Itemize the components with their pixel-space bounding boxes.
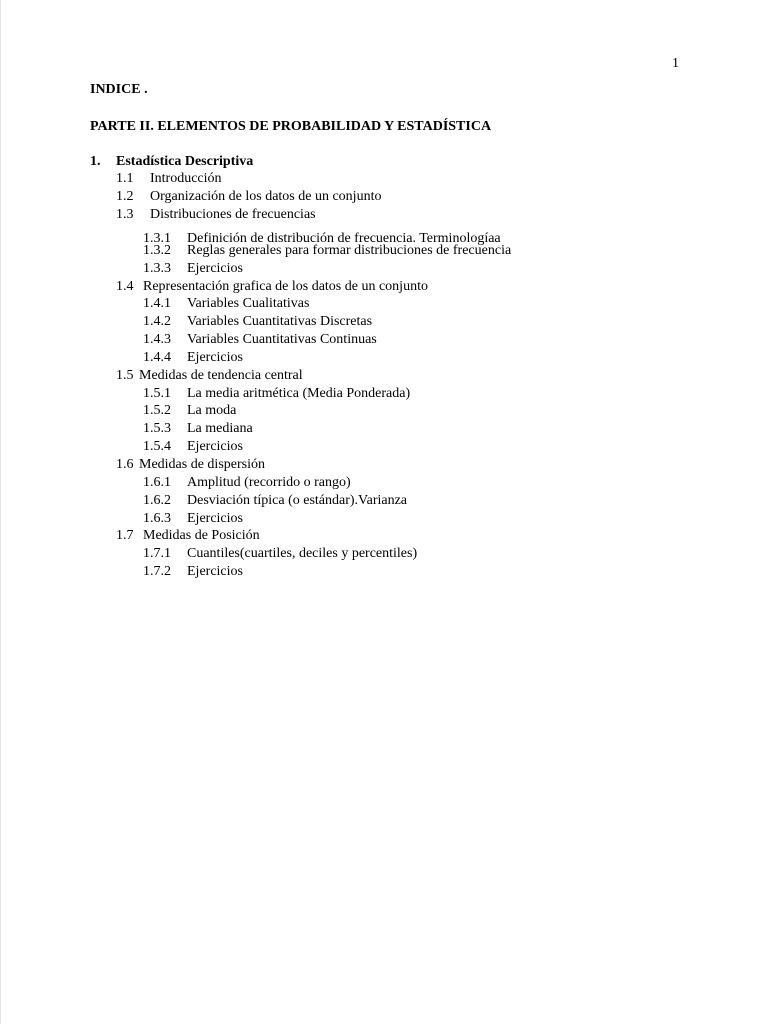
toc-entry-number: 1.6.2: [143, 493, 171, 508]
toc-entry-number: 1.2: [116, 189, 134, 204]
toc-entry-number: 1.5.4: [143, 439, 171, 454]
toc-entry-number: 1.3: [116, 207, 134, 222]
toc-entry-text: Variables Cuantitativas Discretas: [187, 314, 373, 329]
toc-entry-text: La mediana: [187, 421, 253, 436]
toc-entry-text: Representación grafica de los datos de un conjunto: [143, 279, 428, 294]
page-number: 1: [672, 56, 679, 71]
toc-entry-number: 1.1: [116, 171, 134, 186]
toc-entry-number: 1.4.2: [143, 314, 171, 329]
toc-entry-text: Desviación típica (o estándar).Varianza: [187, 493, 408, 508]
chapter-title: Estadística Descriptiva: [116, 154, 254, 169]
toc-entry-text: La moda: [187, 403, 237, 418]
toc-entry-text: Cuantiles(cuartiles, deciles y percentiles): [187, 546, 418, 561]
toc-entry-text: Introducción: [150, 171, 222, 186]
toc-entry-number: 1.7: [116, 528, 134, 543]
part-title: PARTE II. ELEMENTOS DE PROBABILIDAD Y ESTADÍSTICA: [90, 119, 492, 134]
toc-entry-text: La media aritmética (Media Ponderada): [187, 386, 411, 401]
toc-entry-number: 1.4: [116, 279, 134, 294]
toc-entry-number: 1.5.3: [143, 421, 171, 436]
toc-entry-text: Reglas generales para formar distribuciones de frecuencia: [187, 243, 512, 258]
toc-entry-number: 1.5: [116, 368, 134, 383]
toc-entry-text: Distribuciones de frecuencias: [150, 207, 316, 222]
toc-entry-number: 1.4.1: [143, 296, 171, 311]
toc-entry-number: 1.3.2: [143, 243, 171, 258]
chapter-number: 1.: [90, 154, 101, 169]
toc-entry-number: 1.3.3: [143, 261, 171, 276]
toc-entry-number: 1.5.1: [143, 386, 171, 401]
toc-entry-text: Ejercicios: [187, 350, 243, 365]
toc-entry-text: Variables Cuantitativas Continuas: [187, 332, 377, 347]
toc-entry-text: Organización de los datos de un conjunto: [150, 189, 382, 204]
toc-entry-number: 1.6.1: [143, 475, 171, 490]
toc-entry-text: Definición de distribución de frecuencia. Terminologíaa: [187, 231, 501, 246]
index-title: INDICE .: [90, 82, 148, 97]
toc-entry-text: Medidas de Posición: [143, 528, 260, 543]
toc-entry-text: Medidas de dispersión: [139, 457, 265, 472]
toc-entry-text: Medidas de tendencia central: [139, 368, 303, 383]
toc-entry-text: Amplitud (recorrido o rango): [187, 475, 351, 490]
toc-entry-number: 1.5.2: [143, 403, 171, 418]
toc-entry-number: 1.3.1: [143, 231, 171, 246]
toc-entry-text: Ejercicios: [187, 439, 243, 454]
toc-entry-number: 1.7.1: [143, 546, 171, 561]
toc-entry-number: 1.4.4: [143, 350, 171, 365]
toc-entry-number: 1.4.3: [143, 332, 171, 347]
toc-entry-text: Ejercicios: [187, 261, 243, 276]
toc-entry-number: 1.6: [116, 457, 134, 472]
toc-entry-text: Ejercicios: [187, 511, 243, 526]
toc-entry-number: 1.7.2: [143, 564, 171, 579]
toc-entry-text: Ejercicios: [187, 564, 243, 579]
toc-entry-text: Variables Cualitativas: [187, 296, 310, 311]
toc-entry-number: 1.6.3: [143, 511, 171, 526]
page-left-edge: [0, 0, 1, 1024]
